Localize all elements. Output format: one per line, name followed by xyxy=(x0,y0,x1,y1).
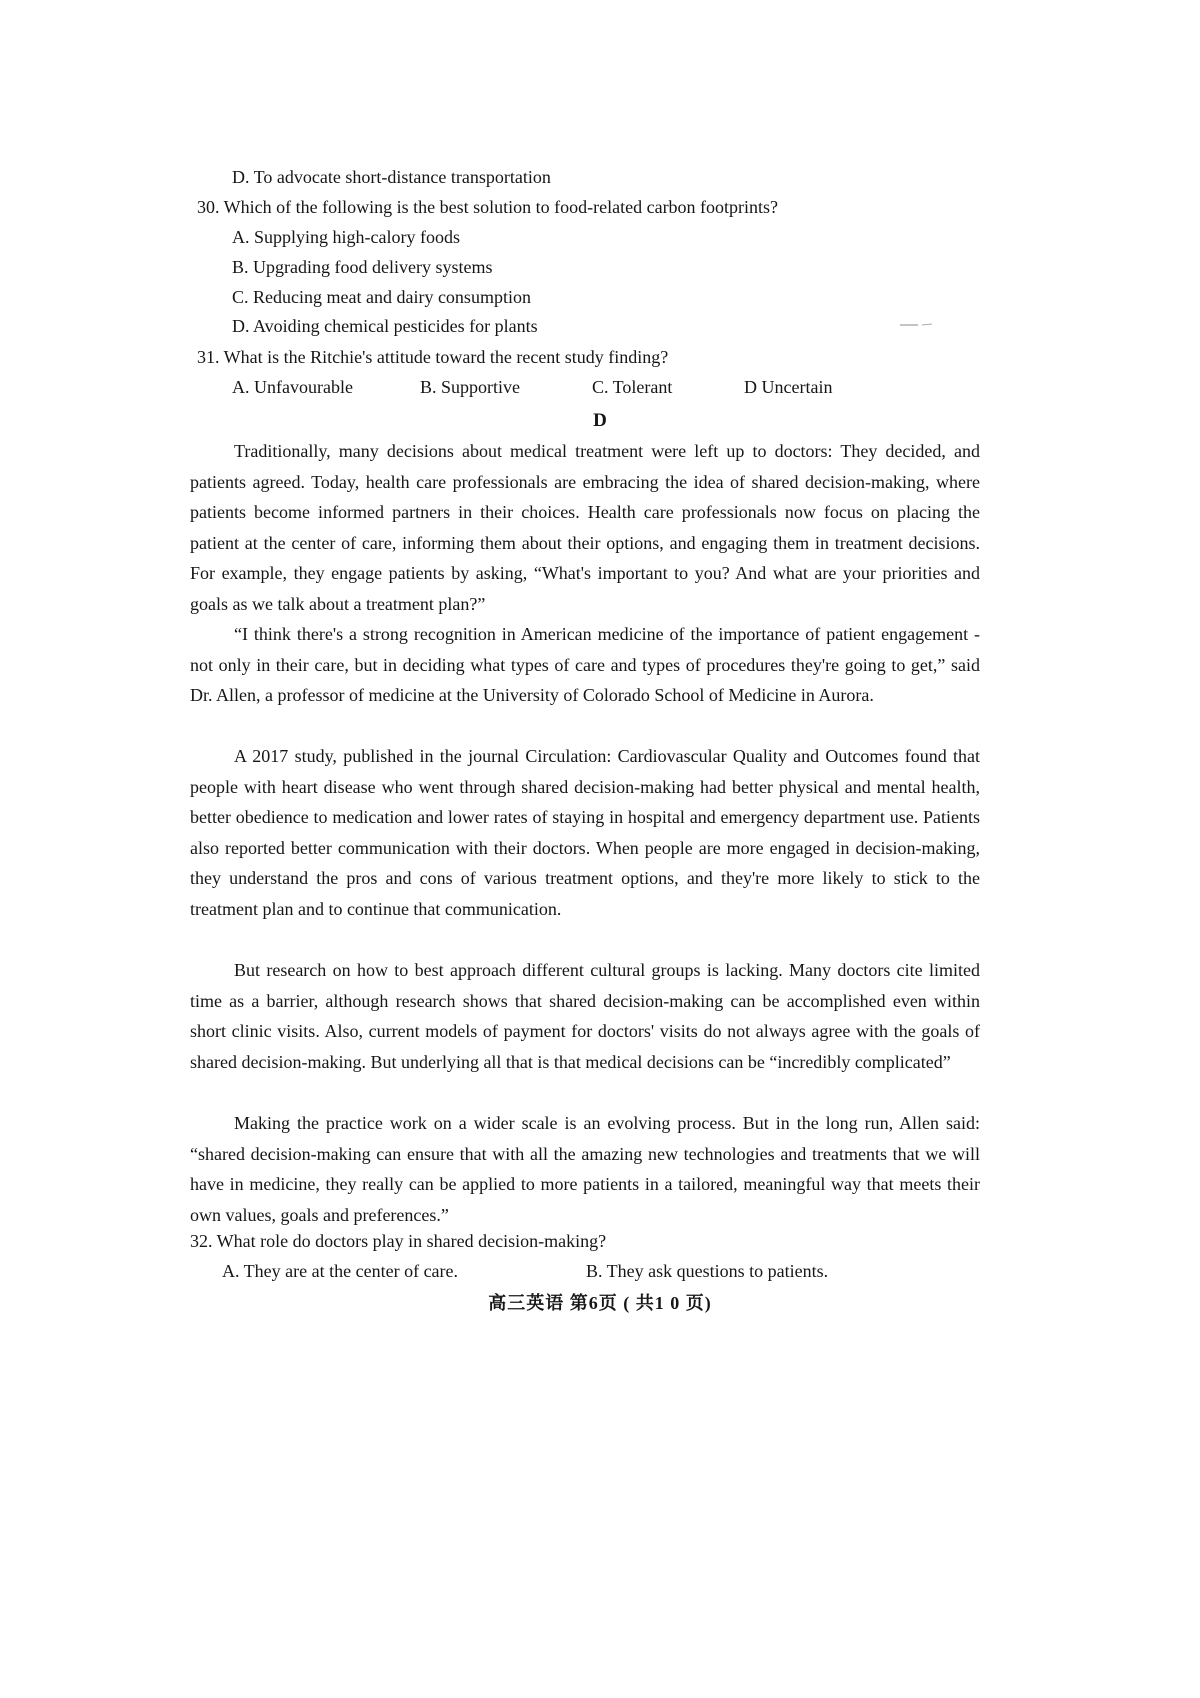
question-31-option-b: B. Supportive xyxy=(420,377,521,397)
question-32-option-b: B. They ask questions to patients. xyxy=(586,1261,829,1281)
passage-paragraph-5-text: Making the practice work on a wider scale is an evolving process. But in the long run, Allen said: “shared decision-making can ensure that with all the amazing new technologies and treatments that we will have in medicine, they really can be applied to more patients in a tailored, meaningful way that meets their own values, goals and preferences.” xyxy=(190,1113,980,1225)
question-32-stem: 32. What role do doctors play in shared decision-making? xyxy=(190,1231,607,1251)
question-30-option-a: A. Supplying high-calory foods xyxy=(232,227,460,247)
passage-paragraph-1-text: Traditionally, many decisions about medical treatment were left up to doctors: They decided, and patients agreed. Today, health care professionals are embracing the idea of shared decision-making, where patients become informed partners in their choices. Health care professionals now focus on placing the patient at the center of care, informing them about their options, and engaging them in treatment decisions. For example, they engage patients by asking, “What's important to you? And what are your priorities and goals as we talk about a treatment plan?” xyxy=(190,441,980,614)
question-30-option-c: C. Reducing meat and dairy consumption xyxy=(232,287,531,307)
passage-paragraph-2 xyxy=(190,619,980,711)
passage-paragraph-3 xyxy=(190,741,980,924)
passage-paragraph-4-text: But research on how to best approach different cultural groups is lacking. Many doctors cite limited time as a barrier, although research shows that shared decision-making can be accomplished even within short clinic visits. Also, current models of payment for doctors' visits do not always agree with the goals of shared decision-making. But underlying all that is that medical decisions can be “incredibly complicated” xyxy=(190,960,980,1072)
question-31-option-d: D Uncertain xyxy=(744,377,833,397)
prev-question-option-d: D. To advocate short-distance transportation xyxy=(232,167,551,187)
page-footer: 高三英语 第6页 ( 共1 0 页) xyxy=(488,1293,712,1313)
passage-paragraph-3-text: A 2017 study, published in the journal Circulation: Cardiovascular Quality and Outcomes found that people with heart disease who went through shared decision-making had better physical and mental health, better obedience to medication and lower rates of staying in hospital and emergency department use. Patients also reported better communication with their doctors. When people are more engaged in decision-making, they understand the pros and cons of various treatment options, and they're more likely to stick to the treatment plan and to continue that communication. xyxy=(190,746,980,919)
question-31-option-a: A. Unfavourable xyxy=(232,377,353,397)
question-30-stem: 30. Which of the following is the best solution to food-related carbon footprints? xyxy=(197,197,779,217)
scan-smudge-mark xyxy=(900,322,940,328)
question-30-option-b: B. Upgrading food delivery systems xyxy=(232,257,493,277)
passage-paragraph-5 xyxy=(190,1108,980,1230)
question-31-stem: 31. What is the Ritchie's attitude toward the recent study finding? xyxy=(197,347,669,367)
passage-paragraph-4 xyxy=(190,955,980,1077)
passage-paragraph-1 xyxy=(190,436,980,619)
passage-paragraph-2-text: “I think there's a strong recognition in American medicine of the importance of patient engagement - not only in their care, but in deciding what types of care and types of procedures they're going to get,” said Dr. Allen, a professor of medicine at the University of Colorado School of Medicine in Aurora. xyxy=(190,624,980,705)
passage-section-label: D xyxy=(593,410,607,431)
question-32-option-a: A. They are at the center of care. xyxy=(222,1261,459,1281)
question-30-option-d: D. Avoiding chemical pesticides for plants xyxy=(232,316,538,336)
question-31-option-c: C. Tolerant xyxy=(592,377,673,397)
